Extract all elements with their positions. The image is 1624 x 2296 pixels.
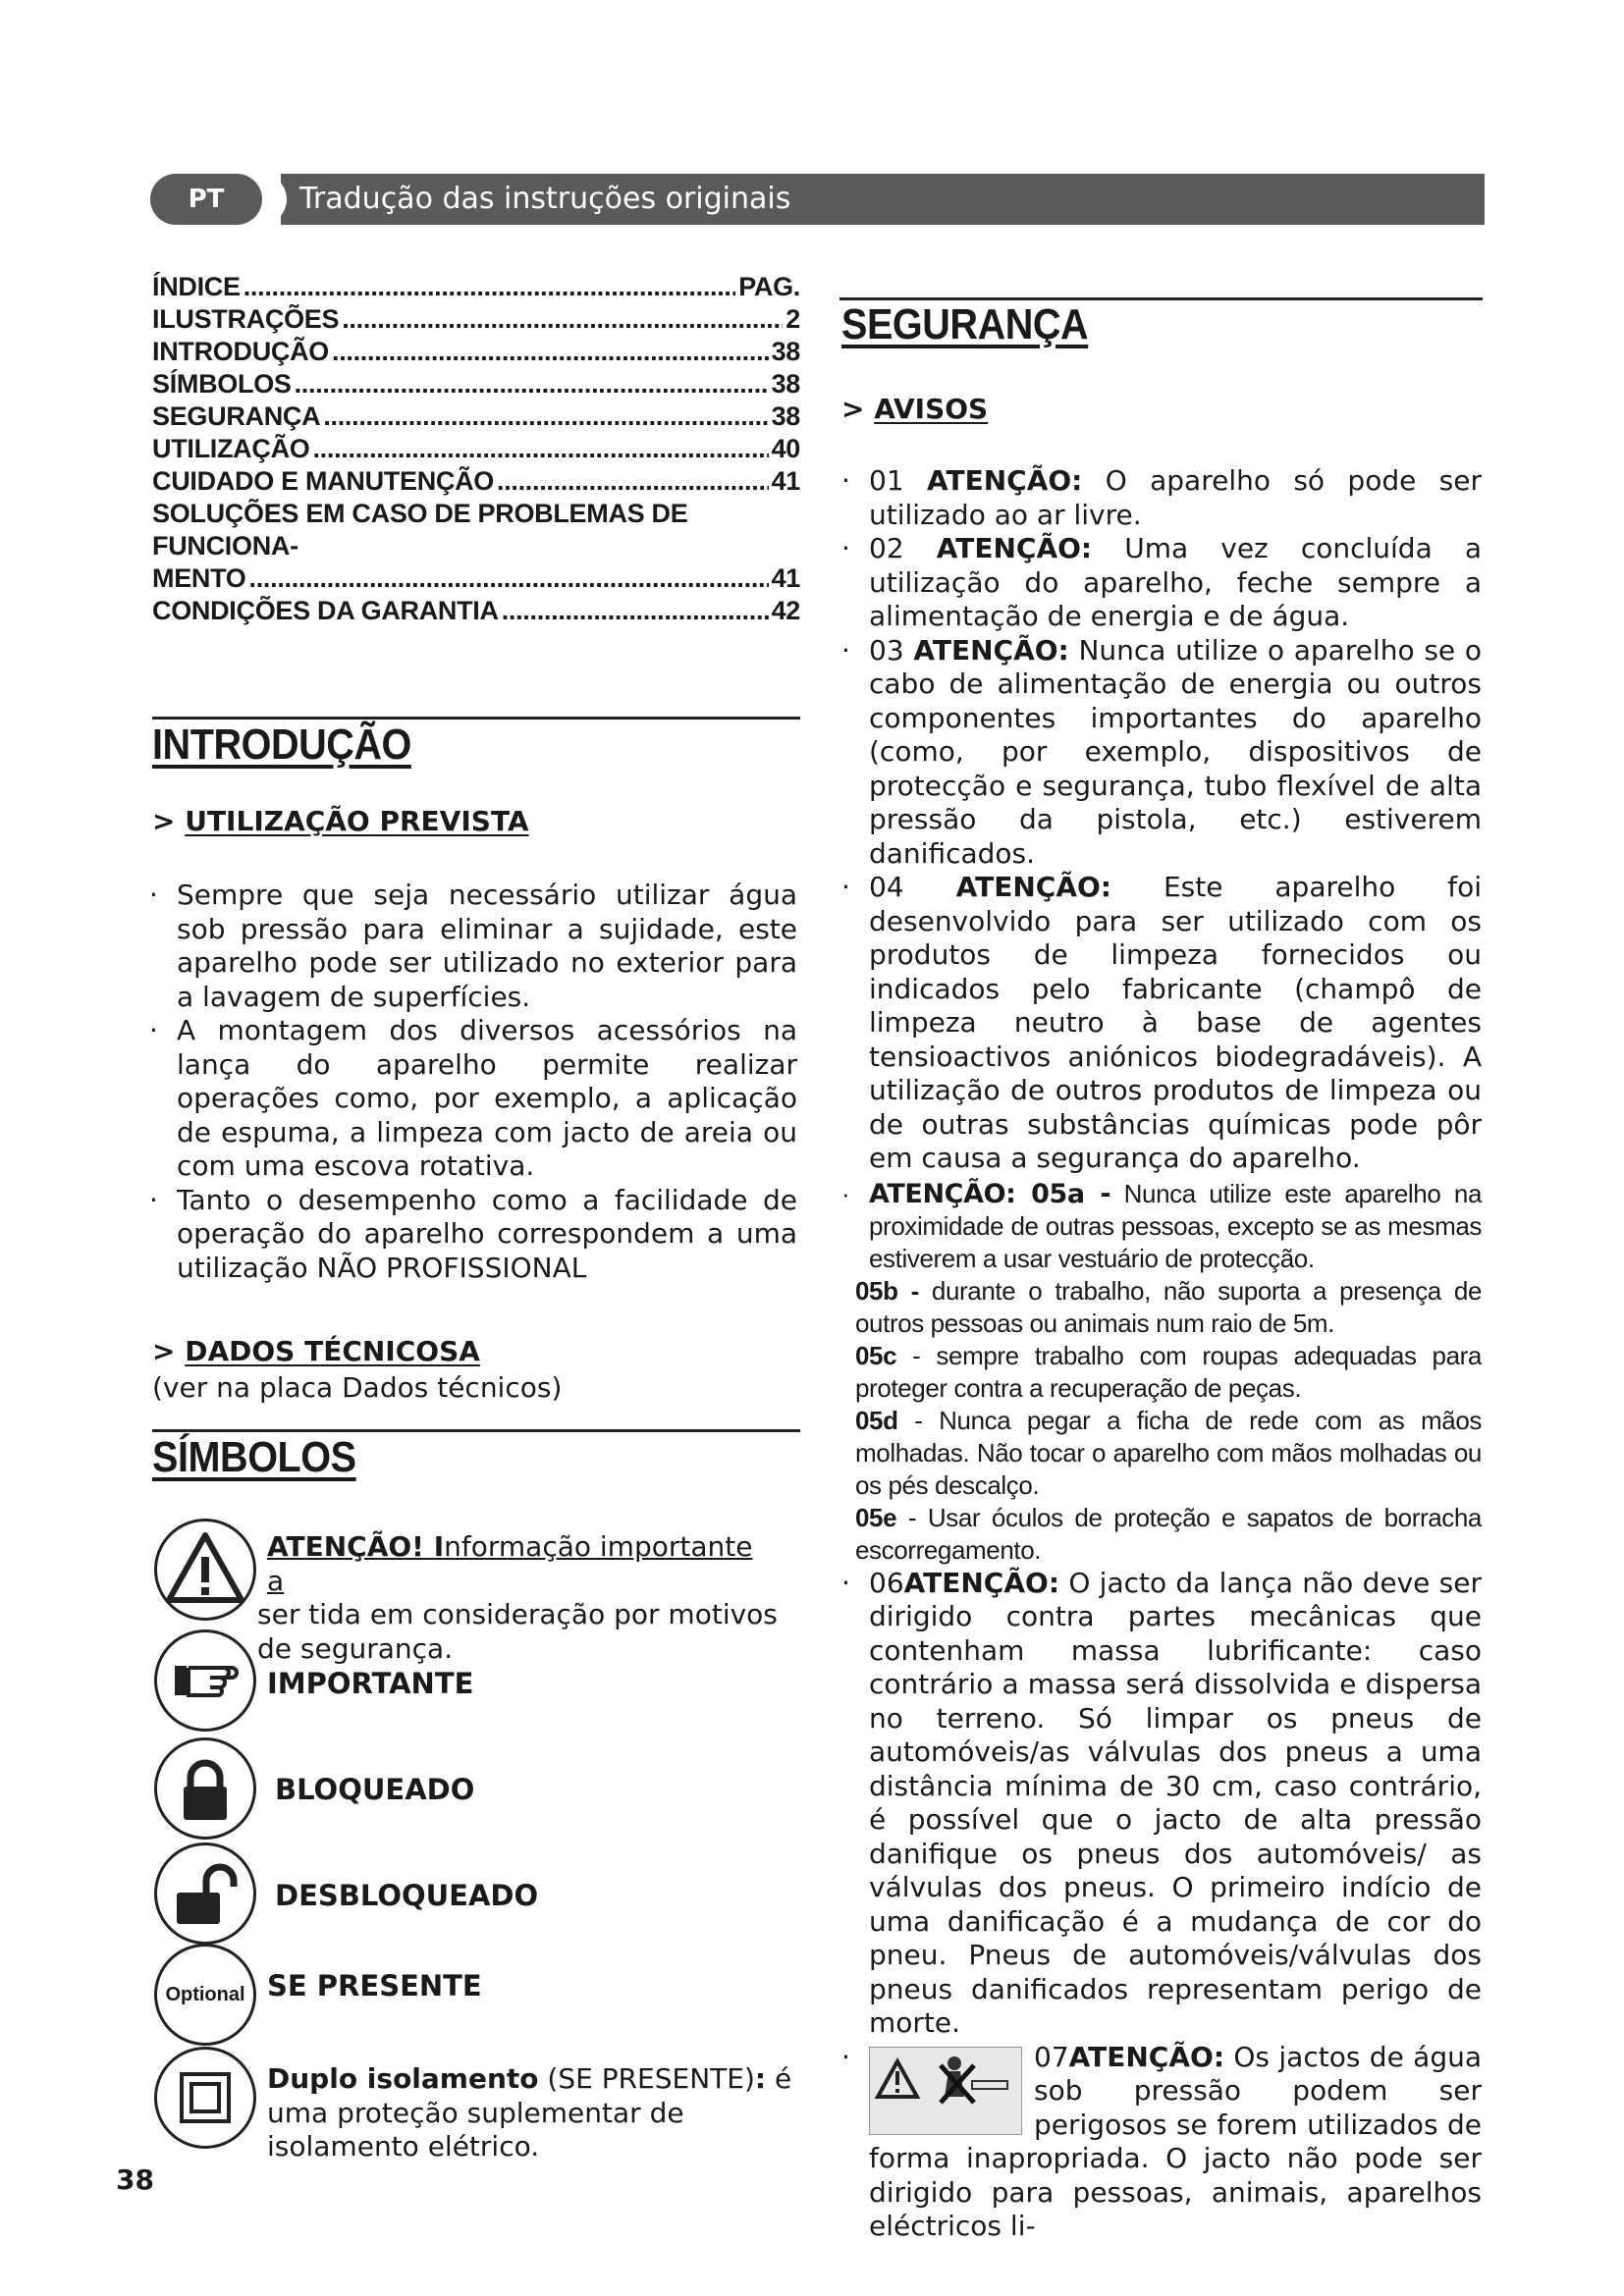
pointing-hand-icon — [154, 1629, 256, 1732]
jet-warning-pictogram-icon — [869, 2047, 1022, 2135]
intro-bullet: · A montagem dos diversos acessórios na lança do aparelho permite realizar operações como, por exemplo, a aplicação de espuma, a limpeza com jacto de areia ou com uma escova rotativa. — [149, 1014, 797, 1184]
table-of-contents — [152, 271, 800, 627]
safety-item: · 03 ATENÇÃO: Nunca utilize o aparelho se o cabo de alimentação de energia ou outros componentes importantes do aparelho (como, por exemplo, dispositivos de protecção e segurança, tubo flexível de alta pressão da pistola, etc.) estiverem danificados. — [841, 634, 1482, 872]
warning-symbol-text: ATENÇÃO! Informação importante a ser tida em consideração por motivos de segurança. — [257, 1530, 778, 1665]
language-badge: PT — [150, 174, 262, 225]
important-label: IMPORTANTE — [267, 1667, 474, 1700]
safety-items — [841, 464, 1482, 2244]
safety-item-07: · 07ATENÇÃO: Os jactos de água sob pressão podem ser perigosos se forem utilizados de forma inapropriada. O jacto não pode ser dirigido para pessoas, animais, aparelhos eléctricos li- — [841, 2041, 1482, 2244]
tech-data-subheading: > DADOS TÉCNICOSA — [152, 1335, 480, 1367]
optional-label: SE PRESENTE — [267, 1969, 482, 2002]
toc-entry[interactable]: CUIDADO E MANUTENÇÃO ..... 41 — [152, 465, 800, 498]
toc-entry[interactable]: SÍMBOLOS ..... 38 — [152, 368, 800, 400]
intro-bullet: · Tanto o desempenho como a facilidade de operação do aparelho correspondem a uma utilização NÃO PROFISSIONAL — [149, 1184, 797, 1286]
safety-subitems-05: 05b - durante o trabalho, não suporta a presença de outros pessoas ou animais num raio de 5m. 05c - sempre trabalho com roupas adequadas para proteger contra a recuperação de peças. 05d - Nunca pegar a ficha de rede com as mãos molhadas. Não tocar o aparelho com mãos molhadas ou os pés descalço. 05e - Usar óculos de proteção e sapatos de borracha escorregamento. — [855, 1275, 1482, 1565]
lock-closed-icon — [154, 1737, 256, 1840]
intro-bullets — [149, 879, 797, 1285]
intro-subheading: > UTILIZAÇÃO PREVISTA — [152, 805, 529, 837]
symbols-rule — [152, 1429, 800, 1432]
unlocked-label: DESBLOQUEADO — [275, 1879, 539, 1912]
safety-item: · 04 ATENÇÃO: Este aparelho foi desenvolvido para ser utilizado com os produtos de limpeza fornecidos ou indicados pelo fabricante (champô de limpeza neutro à base de agentes tensioactivos aniónicos biodegradáveis). A utilização de outros produtos de limpeza ou de outras substâncias químicas pode pôr em causa a segurança do aparelho. — [841, 871, 1482, 1176]
toc-entry[interactable]: INTRODUÇÃO ..... 38 — [152, 336, 800, 368]
symbols-title: SÍMBOLOS — [152, 1433, 356, 1481]
page-number: 38 — [116, 2163, 154, 2196]
lock-open-icon — [154, 1842, 256, 1945]
toc-entry-wrap[interactable]: SOLUÇÕES EM CASO DE PROBLEMAS DE FUNCIONA- — [152, 499, 688, 561]
toc-entry[interactable]: UTILIZAÇÃO ..... 40 — [152, 433, 800, 465]
toc-entry[interactable]: ILUSTRAÇÕES ..... 2 — [152, 303, 800, 336]
toc-entry[interactable]: SEGURANÇA ..... 38 — [152, 400, 800, 433]
toc-header: ÍNDICE ..... PAG. — [152, 271, 800, 303]
tech-data-text: (ver na placa Dados técnicos) — [152, 1371, 563, 1404]
intro-title: INTRODUÇÃO — [152, 721, 411, 769]
safety-title: SEGURANÇA — [841, 300, 1089, 348]
toc-entry[interactable]: CONDIÇÕES DA GARANTIA ..... 42 — [152, 595, 800, 627]
double-insulation-icon — [154, 2047, 256, 2149]
header-title: Tradução das instruções originais — [299, 182, 791, 216]
locked-label: BLOQUEADO — [275, 1773, 475, 1806]
toc-entry[interactable]: MENTO ..... 41 — [152, 562, 800, 595]
optional-icon: Optional — [154, 1944, 256, 2046]
warning-symbol-icon — [154, 1519, 256, 1621]
safety-subheading: > AVISOS — [841, 393, 989, 425]
safety-item: · 02 ATENÇÃO: Uma vez concluída a utilização do aparelho, feche sempre a alimentação de energia e de água. — [841, 532, 1482, 634]
intro-rule — [152, 717, 800, 720]
double-insulation-text: Duplo isolamento (SE PRESENTE): é uma proteção suplementar de isolamento elétrico. — [267, 2062, 792, 2163]
safety-item-06: · 06ATENÇÃO: O jacto da lança não deve ser dirigido contra partes mecânicas que contenham massa lubrificante: caso contrário a massa será dissolvida e dispersa no terreno. Só limpar os pneus de automóveis/as válvulas dos pneus a uma distância mínima de 30 cm, caso contrário, é possível que o jacto de alta pressão danifique os pneus dos automóveis/ as válvulas dos pneus. O primeiro indício de uma danificação é a mudança de cor do pneu. Pneus de automóveis/válvulas dos pneus danificados representam perigo de morte. — [841, 1567, 1482, 2041]
intro-bullet: · Sempre que seja necessário utilizar água sob pressão para eliminar a sujidade, este aparelho pode ser utilizado no exterior para a lavagem de superfícies. — [149, 879, 797, 1014]
safety-item: · 01 ATENÇÃO: O aparelho só pode ser utilizado ao ar livre. — [841, 464, 1482, 532]
safety-item-05: · ATENÇÃO: 05a - Nunca utilize este aparelho na proximidade de outras pessoas, excepto se as mesmas estiverem a usar vestuário de protecção. — [841, 1178, 1482, 1275]
